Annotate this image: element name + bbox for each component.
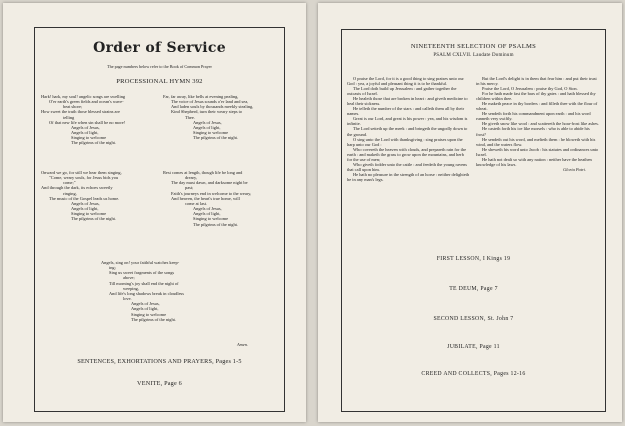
psalm-verse: He giveth snow like wool : and scattereth the hoar-frost like ashes. <box>482 121 599 127</box>
verse-line: Singing to welcome <box>131 311 167 317</box>
te-deum-heading: TE DEUM, Page 7 <box>449 286 498 292</box>
creed-collects-heading: CREED AND COLLECTS, Pages 12-16 <box>421 371 526 377</box>
psalm-verse: He sendeth out his word, and melteth them : he bloweth with his wind, and the waters flow. <box>476 136 596 147</box>
amen-label: Amen. <box>237 342 249 347</box>
psalm-column-right <box>476 76 600 172</box>
psalm-verse: Great is our Lord, and great is his power : yea, and his wisdom is infinite. <box>347 116 468 127</box>
verse-line: past; <box>185 185 194 191</box>
verse-line: Thee. <box>185 114 195 120</box>
verse-line: The pilgrims of the night. <box>71 140 116 146</box>
psalm-verse: He hath no pleasure in the strength of an horse : neither delighteth he in any man's legs. <box>347 171 470 182</box>
verse-line: Hark! hark, my soul! angelic songs are swelling <box>41 94 126 99</box>
verse-line: dreary, <box>185 175 198 181</box>
psalm-verse: He sendeth forth his commandment upon earth : and his word runneth very swiftly. <box>476 111 591 122</box>
psalm-verse: For he hath made fast the bars of thy gates : and hath blessed thy children within thee. <box>476 91 596 102</box>
verse-line: And heaven, the heart's true home, will <box>171 195 240 201</box>
hymn-verse-2 <box>163 94 281 140</box>
verse-line: Angels of Jesus, <box>193 119 222 125</box>
verse-line: Angels of Jesus, <box>71 124 100 130</box>
verse-line: Angels of light, <box>193 211 221 217</box>
verse-line: Far, far away, like bells at evening pealing, <box>163 94 239 99</box>
right-page <box>318 3 622 422</box>
venite-heading: VENITE, Page 6 <box>137 380 182 387</box>
verse-line: The pilgrims of the night. <box>131 316 176 322</box>
psalm-verse: The Lord doth build up Jerusalem : and gather together the outcasts of Israel. <box>347 86 457 97</box>
verse-line: And life's long shadows break in cloudless <box>109 290 184 296</box>
verse-line: Angels of light, <box>71 206 99 212</box>
psalm-verse: Who giveth fodder unto the cattle : and feedeth the young ravens that call upon him. <box>347 161 467 172</box>
verse-line: Of that new life when sin shall be no more! <box>49 119 126 125</box>
jubilate-heading: JUBILATE, Page 11 <box>447 344 500 350</box>
left-page-border <box>34 27 285 412</box>
psalm-verse: O praise the Lord, for it is a good thing to sing praises unto our God : yea, a joyful and pleasant thing it is to be thankful. <box>347 76 464 87</box>
verse-line: telling <box>63 114 75 120</box>
psalm-verse: But the Lord's delight is in them that fear him : and put their trust in his mercy. <box>476 76 597 87</box>
verse-line: O'er earth's green fields and ocean's wave- <box>49 99 124 105</box>
verse-line: The pilgrims of the night. <box>193 221 238 227</box>
verse-line: come at last. <box>185 200 208 206</box>
hymn-verse-1 <box>41 94 165 146</box>
verse-line: Till morning's joy shall end the night of <box>109 280 179 286</box>
verse-line: Angels of light, <box>71 130 99 136</box>
verse-line: ing; <box>109 265 116 271</box>
page-reference-note: The page numbers below refer to the Book of Common Prayer <box>107 64 212 69</box>
verse-line: Singing to welcome <box>71 135 107 141</box>
verse-line: Angels of light, <box>193 124 221 130</box>
left-page <box>3 3 306 422</box>
psalm-verse: O sing unto the Lord with thanksgiving : sing praises upon the harp unto our God : <box>347 136 463 147</box>
verse-line: Angels of Jesus, <box>131 301 160 307</box>
verse-line: "Come, weary souls, for Jesus bids you <box>49 175 119 181</box>
verse-line: Angels of Jesus, <box>71 200 100 206</box>
verse-line: And through the dark, its echoes sweetly <box>41 185 113 191</box>
verse-line: The pilgrims of the night. <box>71 216 116 222</box>
psalm-verse: He casteth forth his ice like morsels : who is able to abide his frost? <box>476 126 590 137</box>
verse-line: And laden souls by thousands meekly stealing, <box>171 104 254 110</box>
verse-line: The music of the Gospel leads us home. <box>49 195 120 201</box>
verse-line: Angels of light, <box>131 306 159 312</box>
order-of-service-title: Order of Service <box>93 40 226 56</box>
psalm-verse: Praise the Lord, O Jerusalem : praise thy God, O Sion. <box>482 86 578 92</box>
verse-line: The pilgrims of the night. <box>193 135 238 141</box>
verse-line: The day must dawn, and darksome night be <box>171 180 248 186</box>
hymn-verse-5 <box>101 260 231 322</box>
verse-line: Onward we go, for still we hear them singing, <box>41 170 122 175</box>
first-lesson-heading: FIRST LESSON, I Kings 19 <box>436 256 511 262</box>
gloria-patri: Gloria Patri. <box>563 166 586 172</box>
psalm-verse: He hath not dealt so with any nation : neither have the heathen knowledge of his laws. <box>476 156 592 167</box>
verse-line: Faith's journeys end in welcome to the weary, <box>171 190 252 196</box>
verse-line: ringing, <box>63 190 77 196</box>
psalm-verse: The Lord setteth up the meek : and bringeth the ungodly down to the ground. <box>347 126 468 137</box>
verse-line: love. <box>123 296 132 302</box>
verse-line: weeping, <box>123 285 139 291</box>
verse-line: above; <box>123 275 135 281</box>
verse-line: How sweet the truth those blessed strains are <box>41 109 120 115</box>
verse-line: Kind Shepherd, turn their weary steps to <box>171 109 243 115</box>
right-page-border <box>341 29 606 412</box>
hymn-verse-4 <box>163 170 281 227</box>
verse-line: Angels, sing on! your faithful watches keep- <box>101 260 180 265</box>
sentences-heading: SENTENCES, EXHORTATIONS AND PRAYERS, Pages 1-5 <box>77 358 242 365</box>
psalm-verse: He telleth the number of the stars : and calleth them all by their names. <box>347 106 465 117</box>
second-lesson-heading: SECOND LESSON, St. John 7 <box>433 316 514 322</box>
psalm-verse: He maketh peace in thy borders : and filleth thee with the flour of wheat. <box>476 101 598 112</box>
verse-line: Rest comes at length, though life be long and <box>163 170 243 175</box>
psalm-verse: He sheweth his word unto Jacob : his statutes and ordinances unto Israel. <box>476 146 599 157</box>
verse-line: come;" <box>63 180 76 186</box>
verse-line: Angels of Jesus, <box>193 206 222 212</box>
processional-hymn-title: PROCESSIONAL HYMN 392 <box>116 78 203 85</box>
verse-line: Singing to welcome <box>193 216 229 222</box>
verse-line: The voice of Jesus sounds o'er land and sea, <box>171 99 249 105</box>
hymn-verse-3 <box>41 170 165 222</box>
verse-line: Singing to welcome <box>193 130 229 136</box>
verse-line: beat shore; <box>63 104 83 110</box>
verse-line: Singing to welcome <box>71 211 107 217</box>
verse-line: Sing us sweet fragments of the songs <box>109 270 175 276</box>
psalm-column-left <box>347 76 470 182</box>
psalm-subtitle: PSALM CXLVII. Laudate Dominum <box>433 53 514 58</box>
psalms-selection-title: NINETEENTH SELECTION OF PSALMS <box>410 43 537 50</box>
psalm-verse: Who covereth the heaven with clouds, and prepareth rain for the earth : and maketh the grass to grow upon the mountains, and herb for the use of men; <box>347 146 467 162</box>
psalm-verse: He healeth those that are broken in heart : and giveth medicine to heal their sickness. <box>347 96 468 107</box>
